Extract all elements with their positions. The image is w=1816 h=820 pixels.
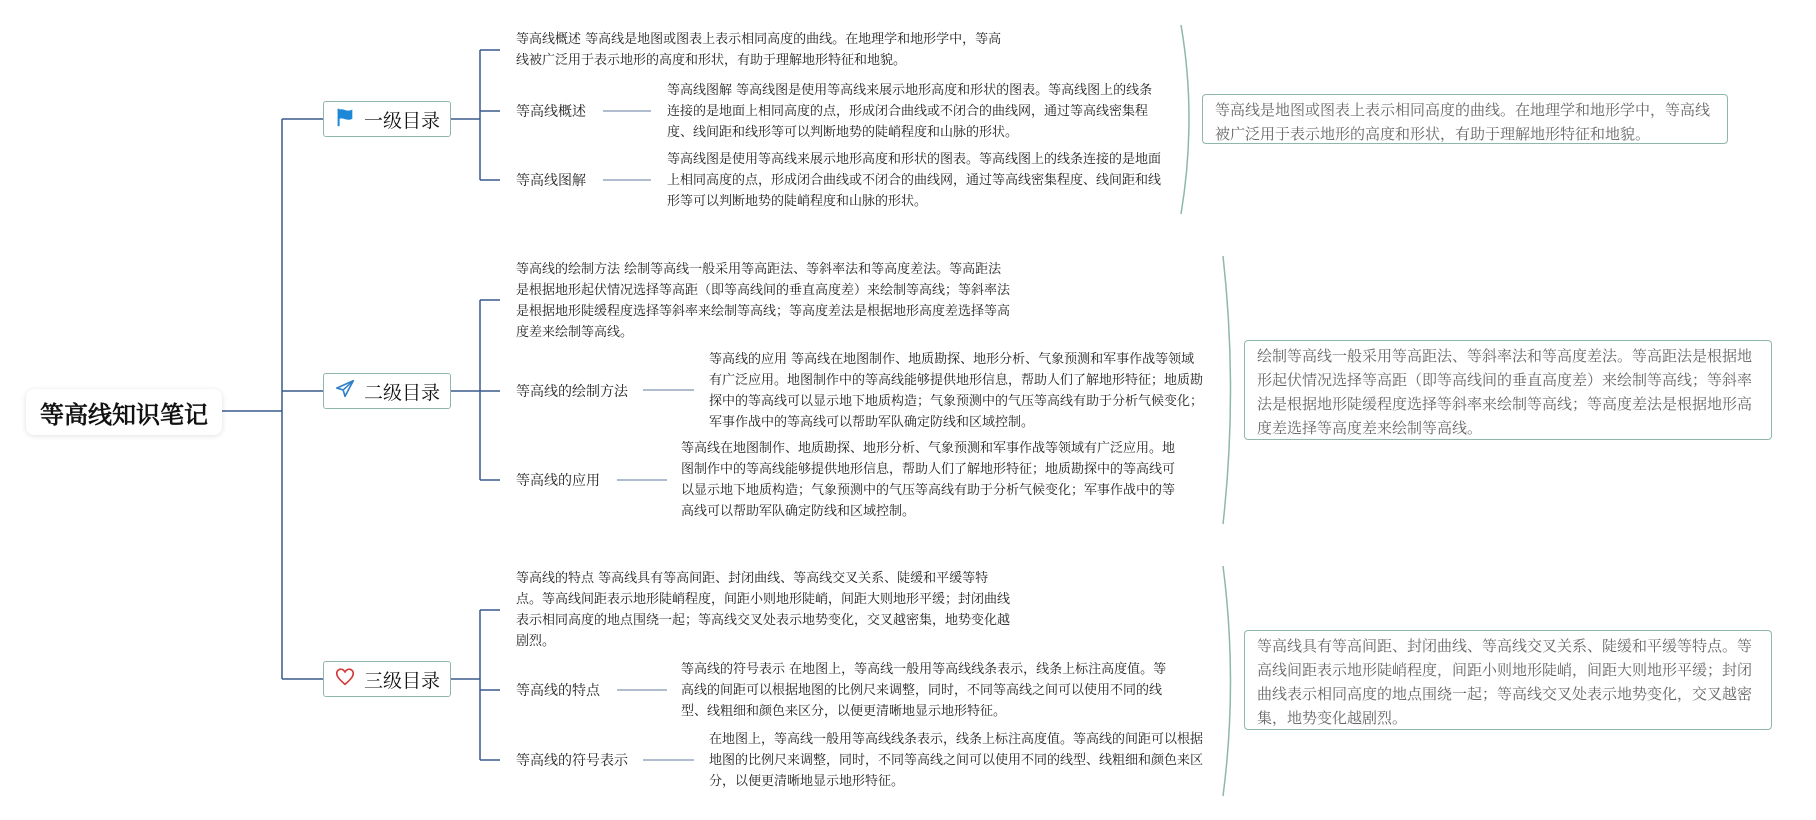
root-topic[interactable] (26, 389, 222, 435)
branch-3-child-1-label: 等高线的特点 (516, 683, 600, 699)
branch-3-summary: 等高线具有等高间距、封闭曲线、等高线交叉关系、陡缓和平缓等特点。等高线间距表示地形陡峭程度，间距小则地形陡峭，间距大则地形平缓；封闭曲线表示相同高度的地点围绕一起；等高线交叉处表示地势变化，交叉越密集，地势变化越剧烈。 (1244, 630, 1772, 730)
paper-plane-icon (334, 378, 356, 405)
branch-3-overview: 等高线的特点 等高线具有等高间距、封闭曲线、等高线交叉关系、陡缓和平缓等特点。等高线间距表示地形陡峭程度，间距小则地形陡峭，间距大则地形平缓；封闭曲线表示相同高度的地点围绕一起；等高线交叉处表示地势变化，交叉越密集，地势变化越剧烈。 (516, 571, 1011, 649)
branch-3-child-2-text: 在地图上，等高线一般用等高线线条表示，线条上标注高度值。等高线的间距可以根据地图的比例尺来调整，同时，不同等高线之间可以使用不同的线型、线粗细和颜色来区分，以便更清晰地显示地形特征。 (709, 732, 1204, 789)
branch-2-child-1-label: 等高线的绘制方法 (516, 384, 628, 400)
branch-2-child-1-text: 等高线的应用 等高线在地图制作、地质勘探、地形分析、气象预测和军事作战等领域有广泛应用。地图制作中的等高线能够提供地形信息，帮助人们了解地形特征；地质勘探中的等高线可以显示地下地质构造；气象预测中的气压等高线有助于分析气候变化；军事作战中的等高线可以帮助军队确定防线和区域控制。 (709, 352, 1204, 430)
branch-2-node[interactable] (323, 373, 451, 409)
branch-1-child-2-label: 等高线图解 (516, 173, 586, 189)
branch-1-summary: 等高线是地图或图表上表示相同高度的曲线。在地理学和地形学中，等高线被广泛用于表示地形的高度和形状，有助于理解地形特征和地貌。 (1202, 94, 1728, 144)
branch-1-label: 一级目录 (363, 109, 440, 132)
branch-1-overview: 等高线概述 等高线是地图或图表上表示相同高度的曲线。在地理学和地形学中，等高线被广泛用于表示地形的高度和形状，有助于理解地形特征和地貌。 (516, 32, 1002, 68)
branch-1-child-1-label: 等高线概述 (516, 104, 586, 120)
branch-3-child-2-label: 等高线的符号表示 (516, 753, 628, 769)
branch-3-label: 三级目录 (363, 669, 440, 692)
branch-3-child-1-text: 等高线的符号表示 在地图上，等高线一般用等高线线条表示，线条上标注高度值。等高线的间距可以根据地图的比例尺来调整，同时，不同等高线之间可以使用不同的线型、线粗细和颜色来区分，以便更清晰地显示地形特征。 (681, 662, 1167, 719)
branch-1-node[interactable] (323, 101, 451, 137)
branch-2-child-2-label: 等高线的应用 (516, 473, 600, 489)
root-title: 等高线知识笔记 (40, 400, 208, 429)
branch-2-summary: 绘制等高线一般采用等高距法、等斜率法和等高度差法。等高距法是根据地形起伏情况选择等高距（即等高线间的垂直高度差）来绘制等高线；等斜率法是根据地形陡缓程度选择等斜率来绘制等高线；等高度差法是根据地形高度差选择等高度差来绘制等高线。 (1244, 340, 1772, 440)
branch-2-label: 二级目录 (363, 381, 440, 404)
heart-icon (334, 666, 356, 693)
branch-2-overview: 等高线的绘制方法 绘制等高线一般采用等高距法、等斜率法和等高度差法。等高距法是根据地形起伏情况选择等高距（即等高线间的垂直高度差）来绘制等高线；等斜率法是根据地形陡缓程度选择等斜率来绘制等高线；等高度差法是根据地形高度差选择等高度差来绘制等高线。 (516, 262, 1011, 340)
branch-1-child-2-text: 等高线图是使用等高线来展示地形高度和形状的图表。等高线图上的线条连接的是地面上相同高度的点，形成闭合曲线或不闭合的曲线网，通过等高线密集程度、线间距和线形等可以判断地势的陡峭程度和山脉的形状。 (667, 152, 1162, 209)
branch-1-child-1-text: 等高线图解 等高线图是使用等高线来展示地形高度和形状的图表。等高线图上的线条连接的是地面上相同高度的点，形成闭合曲线或不闭合的曲线网，通过等高线密集程度、线间距和线形等可以判断地势的陡峭程度和山脉的形状。 (667, 83, 1153, 140)
flag-icon (334, 106, 356, 133)
branch-2-child-2-text: 等高线在地图制作、地质勘探、地形分析、气象预测和军事作战等领域有广泛应用。地图制作中的等高线能够提供地形信息，帮助人们了解地形特征；地质勘探中的等高线可以显示地下地质构造；气象预测中的气压等高线有助于分析气候变化；军事作战中的等高线可以帮助军队确定防线和区域控制。 (681, 441, 1176, 519)
branch-3-node[interactable] (323, 661, 451, 697)
